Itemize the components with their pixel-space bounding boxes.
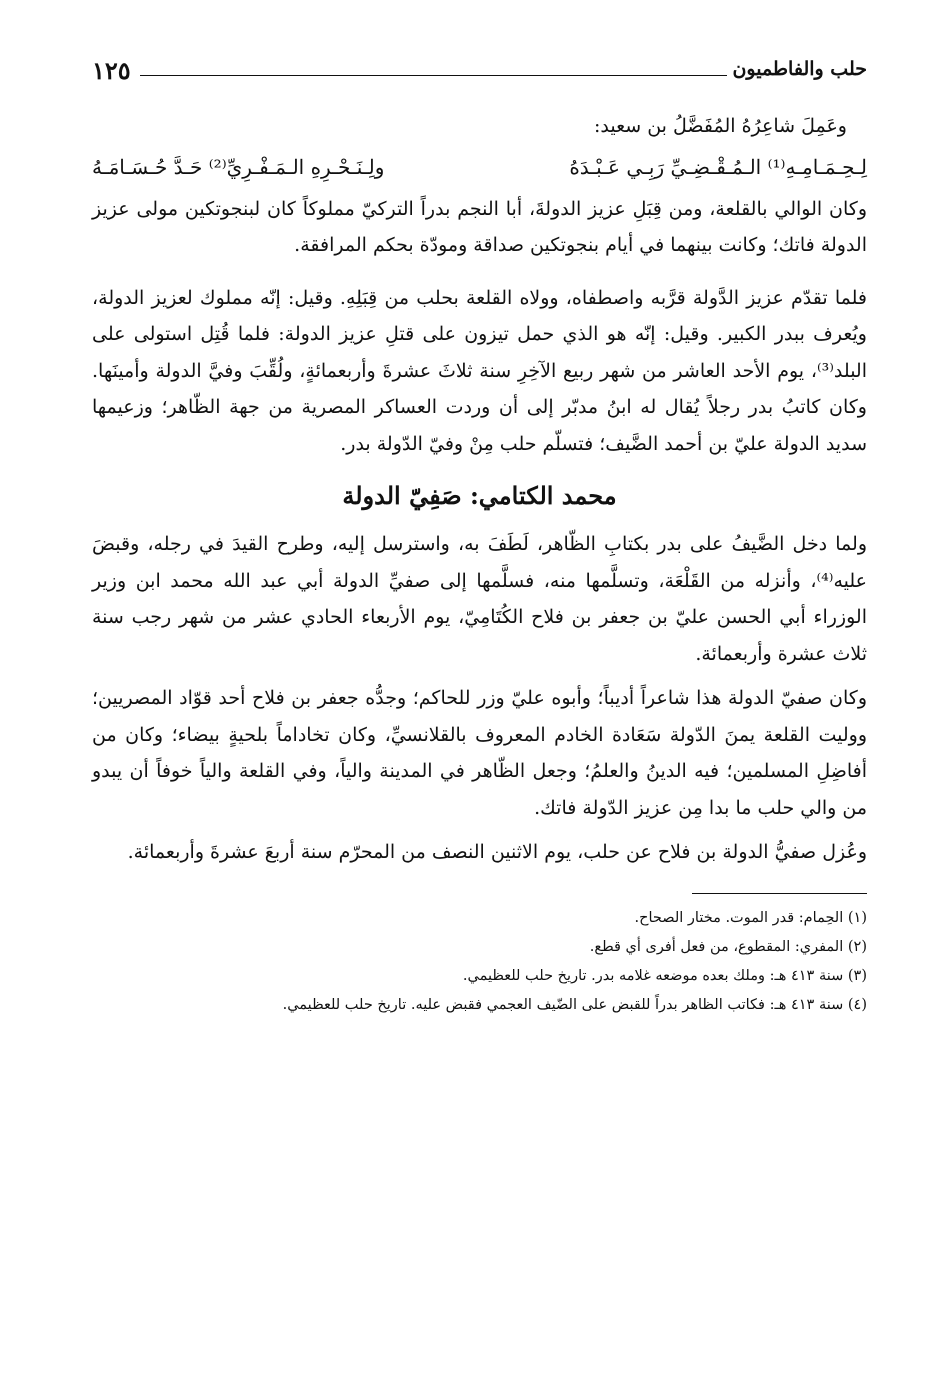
footnote-1: (١) الحِمام: قدر الموت. مختار الصحاح. (634, 909, 867, 926)
page-body (92, 108, 867, 1020)
verse-hemistich-left: ولِـنَـحْـرِهِ الـمَـفْـرِيِّ⁽²⁾ حَـدَّ حُـسَـامَـهُ (92, 154, 385, 179)
paragraph-1: وكان الوالي بالقلعة، ومن قِبَلِ عزيز الدولةَ، أبا النجم بدراً التركيّ مملوكاً كان لبنجوتكين مولى عزيز الدولة فاتك؛ وكانت بينهما في أيام بنجوتكين صداقة ومودّة بحكم المرافقة. (92, 197, 867, 256)
section-paragraph-3: وعُزل صفيُّ الدولة بن فلاح عن حلب، يوم الاثنين النصف من المحرّم سنة أربعَ عشرةَ وأربعمائة. (127, 841, 867, 863)
running-title: حلب والفاطميون (732, 58, 867, 80)
page-number: ١٢٥ (92, 56, 131, 85)
header-rule (140, 75, 727, 76)
footnote-2: (٢) المفري: المقطوع، من فعل أفرى أي قطع. (589, 938, 867, 955)
poem-verse (92, 149, 867, 185)
verse-hemistich-right: لِـحِـمَـامِـهِ⁽¹⁾ الـمُـقْـضِـيِّ رَبِـي عَـبْـدَهُ (569, 154, 867, 179)
footnote-separator (692, 893, 867, 894)
section-paragraph-2: وكان صفيّ الدولة هذا شاعراً أديباً؛ وأبوه عليّ وزر للحاكم؛ وجدُّه جعفر بن فلاح أحد قوّاد المصريين؛ ووليت القلعة يمنَ الدّولة سَعَادة الخادم المعروف بالقلانسيِّ، وكان تخاداماً بلحيةٍ بيضاء؛ وكان من أفاضِلِ المسلمين؛ فيه الدينُ والعلمُ؛ وجعل الظّاهر في المدينة والياً، وفي القلعة والياً خوفاً أن يبدو من والي حلب ما بدا مِن عزيز الدّولة فاتك. (92, 687, 867, 819)
section-paragraph-1: ولما دخل الضَّيفُ على بدر بكتابِ الظّاهر، لَطَفَ به، واسترسل إليه، وطرح القيدَ في رجله، وقبضَ عليه⁽⁴⁾، وأنزله من القَلْعَة، وتسلَّمها منه، فسلَّمها إلى صفيِّ الدولة أبي عبد الله محمد ابن وزير الوزراء أبي الحسن عليّ بن جعفر بن فلاح الكُتَامِيّ، يوم الأربعاء الحادي عشر من شهر رجب سنة ثلاث عشرة وأربعمائة. (92, 533, 867, 665)
footnote-4: (٤) سنة ٤١٣ هـ: فكاتب الظاهر بدراً للقبض على الضّيف العجمي فقبض عليه. تاريخ حلب للعظيمي. (282, 996, 867, 1013)
intro-line: وعَمِلَ شاعِرُهُ المُفَضَّلُ بن سعيد: (593, 115, 847, 137)
footnote-3: (٣) سنة ٤١٣ هـ: وملك بعده موضعه غلامه بدر. تاريخ حلب للعظيمي. (462, 967, 867, 984)
section-heading: محمد الكتامي: صَفِيّ الدولة (342, 481, 617, 510)
paragraph-2: فلما تقدّم عزيز الدَّولة قرَّبه واصطفاه، وولاه القلعة بحلب من قِبَلِهِ. وقيل: إنّه مملوك لعزيز الدولة، ويُعرف ببدر الكبير. وقيل: إنّه هو الذي حمل تيزون على قتلِ عزيز الدولة: فلما قُتِل استولى على البلد⁽³⁾، يوم الأحد العاشر من شهر ربيع الآخِرِ سنة ثلاثَ عشرةَ وأربعمائةٍ، ولُقِّبَ وفيَّ الدولة وأمينَها. وكان كاتبُ بدر رجلاً يُقال له ابنُ مدبّر إلى أن وردت العساكر المصرية من جهة الظّاهر؛ وزعيمها سديد الدولة عليّ بن أحمد الضَّيف؛ فتسلّم حلب مِنْ وفيّ الدّولة بدر. (92, 286, 867, 455)
page-header (92, 58, 867, 90)
